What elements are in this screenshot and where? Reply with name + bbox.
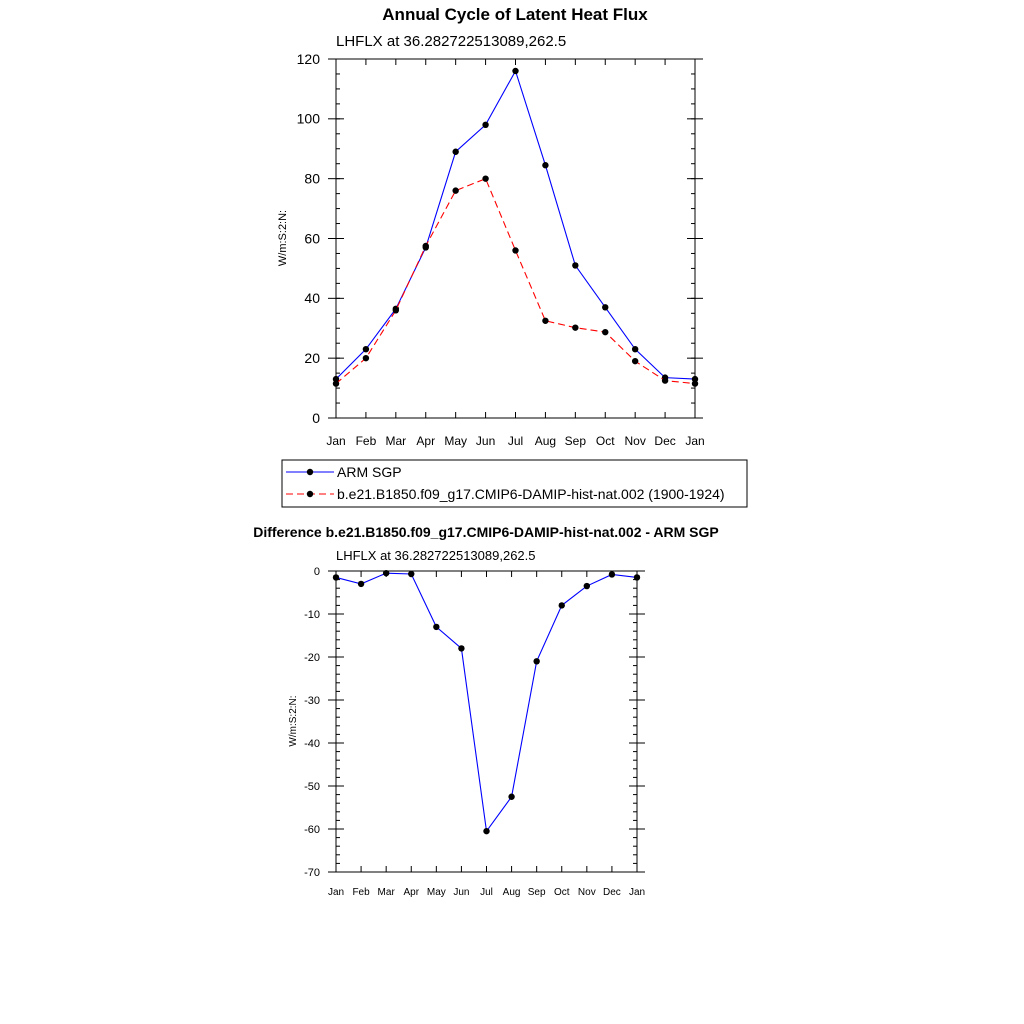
y-tick-label: -70 [304,866,320,879]
x-tick-label: Sep [527,887,546,898]
chart2-subtitle: LHFLX at 36.282722513089,262.5 [336,548,536,563]
chart1-ticks [297,51,705,448]
x-tick-label: May [426,887,446,898]
data-point [542,318,548,324]
x-tick-label: Nov [577,887,596,898]
x-tick-label: Mar [385,434,407,448]
y-tick-label: 80 [304,170,320,187]
data-point [632,346,638,352]
chart2-series [333,570,640,834]
y-tick-label: 0 [313,565,320,578]
data-point [423,243,429,249]
chart1-plot-frame [336,59,695,418]
y-tick-label: 100 [296,110,320,127]
x-tick-label: Apr [416,434,436,448]
x-tick-label: Dec [603,887,621,898]
series-line-0 [336,71,695,379]
y-tick-label: -30 [304,694,320,707]
legend-label-0: ARM SGP [337,464,402,480]
data-point [458,645,464,651]
y-tick-label: -10 [304,608,320,621]
y-tick-label: -60 [304,823,320,836]
series-line-0 [336,573,637,831]
data-point [433,624,439,630]
data-point [609,571,615,577]
data-point [482,175,488,181]
x-tick-label: May [444,434,468,448]
series-line-1 [336,179,695,384]
data-point [542,162,548,168]
data-point [602,329,608,335]
data-point [358,581,364,587]
data-point [559,602,565,608]
legend-marker-0 [307,469,313,475]
chart2-ylabel: W/m:S:2:N: [288,695,299,747]
data-point [662,377,668,383]
x-tick-label: Jul [507,434,524,448]
x-tick-label: Jan [326,434,346,448]
y-tick-label: 120 [296,50,320,67]
x-tick-label: Jun [453,887,470,898]
x-tick-label: Dec [654,434,676,448]
data-point [572,262,578,268]
data-point [363,355,369,361]
y-tick-label: 20 [304,350,320,367]
y-tick-label: -20 [304,651,320,664]
chart1-series [333,68,698,387]
data-point [584,583,590,589]
x-tick-label: Jul [480,887,493,898]
data-point [452,149,458,155]
chart1-ylabel: W/m:S:2:N: [277,209,289,267]
y-tick-label: 40 [304,290,320,307]
chart2-title: Difference b.e21.B1850.f09_g17.CMIP6-DAMIP-hist-nat.002 - ARM SGP [253,524,719,540]
chart1-subtitle: LHFLX at 36.282722513089,262.5 [336,33,567,50]
data-point [452,187,458,193]
page-title: Annual Cycle of Latent Heat Flux [382,5,648,24]
data-point [602,304,608,310]
data-point [408,571,414,577]
chart2-plot-frame [336,571,637,872]
chart1-legend [282,460,747,507]
data-point [508,794,514,800]
x-tick-label: Oct [553,887,570,898]
x-tick-label: Jan [685,434,705,448]
x-tick-label: Nov [624,434,646,448]
x-tick-label: Aug [534,434,557,448]
x-tick-label: Jan [628,887,646,898]
x-tick-label: Aug [502,887,521,898]
y-tick-label: -40 [304,737,320,750]
x-tick-label: Oct [595,434,615,448]
legend-marker-1 [307,491,313,497]
x-tick-label: Jan [327,887,345,898]
legend-label-1: b.e21.B1850.f09_g17.CMIP6-DAMIP-hist-nat.002 (1900-1924) [337,486,725,502]
data-point [512,68,518,74]
data-point [482,122,488,128]
y-tick-label: -50 [304,780,320,793]
y-tick-label: 60 [304,230,320,247]
y-tick-label: 0 [312,409,320,426]
data-point [632,358,638,364]
x-tick-label: Jun [475,434,496,448]
difference-chart [253,524,719,898]
x-tick-label: Feb [352,887,370,898]
data-point [393,307,399,313]
data-point [363,346,369,352]
data-point [483,828,489,834]
data-point [512,247,518,253]
data-point [533,658,539,664]
x-tick-label: Sep [564,434,587,448]
annual-cycle-chart [277,33,747,507]
x-tick-label: Apr [403,887,420,898]
x-tick-label: Mar [377,887,395,898]
chart2-ticks [304,566,645,898]
data-point [572,324,578,330]
x-tick-label: Feb [355,434,377,448]
